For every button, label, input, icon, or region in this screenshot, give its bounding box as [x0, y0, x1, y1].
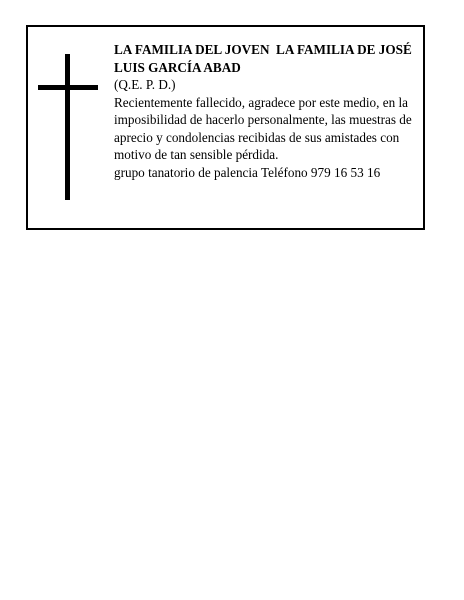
- notice-rip: (Q.E. P. D.): [114, 77, 176, 92]
- notice-footer: grupo tanatorio de palencia Teléfono 979 16 53 16: [114, 164, 381, 180]
- notice-message: Recientemente fallecido, agradece por este medio, en la imposibilidad de hacerlo personalmente, las muestras de aprecio y condolencias recibidas de sus amistades con motivo de tan sensible pérdida.: [114, 94, 412, 162]
- cross-horizontal-bar: [38, 85, 98, 90]
- notice-text: [114, 41, 424, 181]
- notice-headline: LA FAMILIA DEL JOVEN LA FAMILIA DE JOSÉ LUIS GARCÍA ABAD: [114, 42, 416, 75]
- obituary-notice: [26, 25, 425, 230]
- cross-icon: [38, 54, 98, 200]
- cross-vertical-bar: [65, 54, 70, 200]
